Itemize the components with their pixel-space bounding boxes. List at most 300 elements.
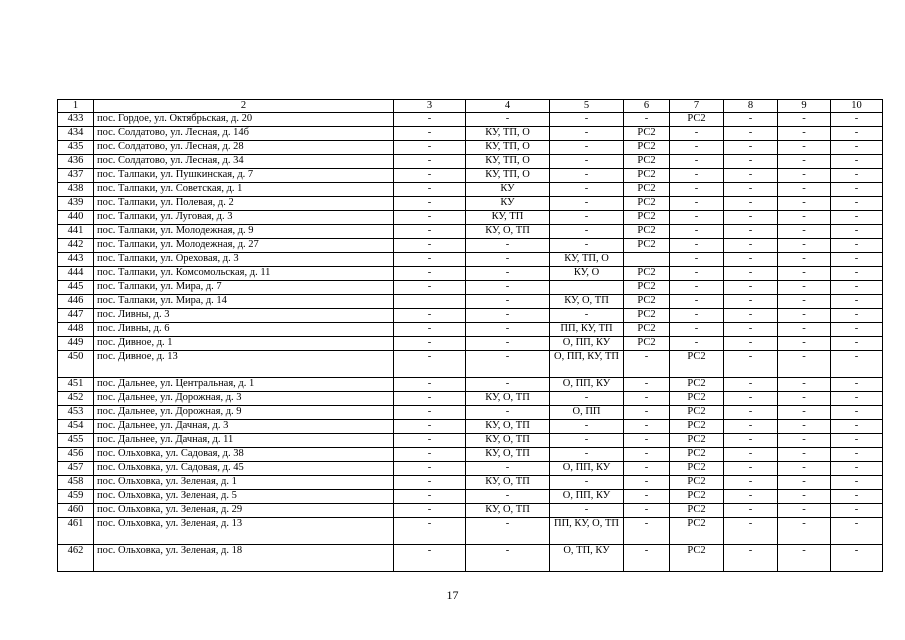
table-row: [58, 141, 883, 155]
table-row: [58, 462, 883, 476]
col-10-value: -: [831, 183, 883, 197]
col-4-value: КУ, ТП, О: [466, 155, 550, 169]
col-8-value: -: [724, 476, 778, 490]
column-header: 2: [94, 100, 394, 113]
col-4-value: -: [466, 281, 550, 295]
col-3-value: [394, 295, 466, 309]
address: пос. Дальнее, ул. Дорожная, д. 3: [94, 392, 394, 406]
col-10-value: -: [831, 267, 883, 281]
col-3-value: -: [394, 504, 466, 518]
col-7-value: РС2: [670, 351, 724, 378]
col-9-value: -: [778, 127, 831, 141]
data-table: [57, 99, 883, 572]
table-row: [58, 378, 883, 392]
col-6-value: РС2: [624, 127, 670, 141]
col-5-value: -: [550, 504, 624, 518]
col-7-value: -: [670, 253, 724, 267]
table-row: [58, 337, 883, 351]
col-5-value: -: [550, 239, 624, 253]
column-header: 3: [394, 100, 466, 113]
col-10-value: -: [831, 323, 883, 337]
table-row: [58, 155, 883, 169]
col-10-value: -: [831, 518, 883, 545]
address: пос. Ольховка, ул. Садовая, д. 45: [94, 462, 394, 476]
col-9-value: -: [778, 392, 831, 406]
col-7-value: -: [670, 155, 724, 169]
col-4-value: КУ, ТП, О: [466, 127, 550, 141]
col-3-value: -: [394, 267, 466, 281]
col-8-value: -: [724, 169, 778, 183]
col-4-value: -: [466, 351, 550, 378]
col-3-value: -: [394, 197, 466, 211]
table-row: [58, 169, 883, 183]
col-3-value: -: [394, 448, 466, 462]
col-7-value: -: [670, 141, 724, 155]
table-row: [58, 197, 883, 211]
col-10-value: -: [831, 155, 883, 169]
row-number: 458: [58, 476, 94, 490]
col-9-value: -: [778, 323, 831, 337]
col-7-value: РС2: [670, 434, 724, 448]
col-5-value: -: [550, 169, 624, 183]
col-8-value: -: [724, 518, 778, 545]
col-5-value: -: [550, 197, 624, 211]
address: пос. Талпаки, ул. Советская, д. 1: [94, 183, 394, 197]
address: пос. Талпаки, ул. Комсомольская, д. 11: [94, 267, 394, 281]
col-6-value: РС2: [624, 281, 670, 295]
col-9-value: -: [778, 476, 831, 490]
col-3-value: -: [394, 141, 466, 155]
address: пос. Талпаки, ул. Пушкинская, д. 7: [94, 169, 394, 183]
col-7-value: -: [670, 239, 724, 253]
column-header: 10: [831, 100, 883, 113]
col-10-value: -: [831, 545, 883, 572]
col-9-value: -: [778, 337, 831, 351]
col-3-value: -: [394, 351, 466, 378]
row-number: 446: [58, 295, 94, 309]
col-6-value: -: [624, 476, 670, 490]
col-3-value: -: [394, 420, 466, 434]
col-3-value: -: [394, 155, 466, 169]
table-row: [58, 211, 883, 225]
col-9-value: -: [778, 169, 831, 183]
col-9-value: -: [778, 420, 831, 434]
address: пос. Солдатово, ул. Лесная, д. 28: [94, 141, 394, 155]
col-8-value: -: [724, 225, 778, 239]
col-8-value: -: [724, 127, 778, 141]
col-5-value: О, ПП, КУ: [550, 337, 624, 351]
row-number: 437: [58, 169, 94, 183]
col-3-value: -: [394, 309, 466, 323]
col-3-value: -: [394, 545, 466, 572]
row-number: 445: [58, 281, 94, 295]
col-8-value: -: [724, 295, 778, 309]
col-3-value: -: [394, 406, 466, 420]
row-number: 455: [58, 434, 94, 448]
col-10-value: -: [831, 239, 883, 253]
col-4-value: -: [466, 323, 550, 337]
col-5-value: -: [550, 211, 624, 225]
col-7-value: РС2: [670, 518, 724, 545]
col-10-value: -: [831, 448, 883, 462]
table-row: [58, 420, 883, 434]
row-number: 456: [58, 448, 94, 462]
col-6-value: -: [624, 406, 670, 420]
col-7-value: РС2: [670, 378, 724, 392]
col-9-value: -: [778, 197, 831, 211]
row-number: 436: [58, 155, 94, 169]
col-6-value: -: [624, 392, 670, 406]
col-5-value: -: [550, 476, 624, 490]
col-6-value: РС2: [624, 155, 670, 169]
col-6-value: -: [624, 434, 670, 448]
col-10-value: -: [831, 197, 883, 211]
row-number: 451: [58, 378, 94, 392]
column-header: 9: [778, 100, 831, 113]
col-4-value: -: [466, 267, 550, 281]
col-9-value: -: [778, 113, 831, 127]
col-7-value: РС2: [670, 420, 724, 434]
col-7-value: -: [670, 337, 724, 351]
row-number: 454: [58, 420, 94, 434]
col-3-value: -: [394, 211, 466, 225]
address: пос. Дальнее, ул. Дачная, д. 11: [94, 434, 394, 448]
address: пос. Ольховка, ул. Садовая, д. 38: [94, 448, 394, 462]
row-number: 449: [58, 337, 94, 351]
col-4-value: -: [466, 518, 550, 545]
col-9-value: -: [778, 462, 831, 476]
col-4-value: КУ: [466, 197, 550, 211]
col-9-value: -: [778, 434, 831, 448]
col-6-value: -: [624, 545, 670, 572]
col-5-value: -: [550, 113, 624, 127]
column-header: 8: [724, 100, 778, 113]
col-8-value: -: [724, 504, 778, 518]
col-7-value: -: [670, 211, 724, 225]
table-row: [58, 406, 883, 420]
col-4-value: КУ, О, ТП: [466, 392, 550, 406]
col-3-value: -: [394, 169, 466, 183]
col-3-value: -: [394, 323, 466, 337]
table-row: [58, 323, 883, 337]
col-10-value: -: [831, 281, 883, 295]
col-4-value: КУ, О, ТП: [466, 448, 550, 462]
address: пос. Дальнее, ул. Дорожная, д. 9: [94, 406, 394, 420]
row-number: 462: [58, 545, 94, 572]
col-5-value: -: [550, 127, 624, 141]
address: пос. Талпаки, ул. Мира, д. 7: [94, 281, 394, 295]
col-5-value: -: [550, 420, 624, 434]
row-number: 435: [58, 141, 94, 155]
col-10-value: -: [831, 253, 883, 267]
col-8-value: -: [724, 239, 778, 253]
col-6-value: -: [624, 420, 670, 434]
row-number: 442: [58, 239, 94, 253]
col-7-value: РС2: [670, 448, 724, 462]
col-9-value: -: [778, 211, 831, 225]
table-row: [58, 183, 883, 197]
col-7-value: -: [670, 281, 724, 295]
row-number: 460: [58, 504, 94, 518]
col-4-value: -: [466, 462, 550, 476]
col-7-value: РС2: [670, 113, 724, 127]
col-5-value: ПП, КУ, ТП: [550, 323, 624, 337]
address: пос. Ольховка, ул. Зеленая, д. 1: [94, 476, 394, 490]
col-3-value: -: [394, 239, 466, 253]
col-6-value: РС2: [624, 267, 670, 281]
row-number: 434: [58, 127, 94, 141]
col-5-value: -: [550, 309, 624, 323]
col-10-value: -: [831, 337, 883, 351]
col-10-value: -: [831, 406, 883, 420]
address: пос. Талпаки, ул. Ореховая, д. 3: [94, 253, 394, 267]
col-3-value: -: [394, 392, 466, 406]
address: пос. Дивное, д. 13: [94, 351, 394, 378]
row-number: 459: [58, 490, 94, 504]
col-3-value: -: [394, 490, 466, 504]
col-3-value: -: [394, 183, 466, 197]
column-header: 4: [466, 100, 550, 113]
col-5-value: О, ПП, КУ, ТП: [550, 351, 624, 378]
col-10-value: -: [831, 490, 883, 504]
table-row: [58, 448, 883, 462]
col-4-value: -: [466, 406, 550, 420]
col-4-value: КУ, О, ТП: [466, 434, 550, 448]
col-5-value: ПП, КУ, О, ТП: [550, 518, 624, 545]
col-4-value: КУ, О, ТП: [466, 476, 550, 490]
address: пос. Ольховка, ул. Зеленая, д. 13: [94, 518, 394, 545]
col-8-value: -: [724, 309, 778, 323]
col-8-value: -: [724, 197, 778, 211]
col-5-value: -: [550, 155, 624, 169]
col-9-value: -: [778, 155, 831, 169]
col-5-value: -: [550, 434, 624, 448]
col-5-value: КУ, ТП, О: [550, 253, 624, 267]
table-row: [58, 281, 883, 295]
col-9-value: -: [778, 406, 831, 420]
col-6-value: [624, 253, 670, 267]
row-number: 452: [58, 392, 94, 406]
address: пос. Ольховка, ул. Зеленая, д. 5: [94, 490, 394, 504]
row-number: 438: [58, 183, 94, 197]
col-9-value: -: [778, 351, 831, 378]
col-4-value: -: [466, 253, 550, 267]
col-6-value: РС2: [624, 211, 670, 225]
table-row: [58, 309, 883, 323]
col-4-value: -: [466, 490, 550, 504]
row-number: 457: [58, 462, 94, 476]
table-header: [58, 100, 883, 113]
col-4-value: -: [466, 239, 550, 253]
address: пос. Ливны, д. 6: [94, 323, 394, 337]
address: пос. Солдатово, ул. Лесная, д. 14б: [94, 127, 394, 141]
col-9-value: -: [778, 448, 831, 462]
col-3-value: -: [394, 225, 466, 239]
col-9-value: -: [778, 239, 831, 253]
row-number: 448: [58, 323, 94, 337]
col-8-value: -: [724, 434, 778, 448]
address: пос. Талпаки, ул. Молодежная, д. 9: [94, 225, 394, 239]
col-7-value: РС2: [670, 490, 724, 504]
col-7-value: -: [670, 225, 724, 239]
col-8-value: -: [724, 211, 778, 225]
col-3-value: -: [394, 476, 466, 490]
col-4-value: КУ, О, ТП: [466, 504, 550, 518]
col-7-value: -: [670, 183, 724, 197]
col-8-value: -: [724, 155, 778, 169]
column-header: 6: [624, 100, 670, 113]
col-4-value: -: [466, 378, 550, 392]
col-5-value: -: [550, 183, 624, 197]
col-5-value: О, ПП, КУ: [550, 462, 624, 476]
col-9-value: -: [778, 267, 831, 281]
col-10-value: -: [831, 211, 883, 225]
col-6-value: -: [624, 113, 670, 127]
row-number: 443: [58, 253, 94, 267]
col-6-value: РС2: [624, 197, 670, 211]
table-row: [58, 490, 883, 504]
col-8-value: -: [724, 392, 778, 406]
table-row: [58, 113, 883, 127]
col-10-value: -: [831, 113, 883, 127]
col-3-value: -: [394, 281, 466, 295]
col-5-value: О, ПП: [550, 406, 624, 420]
table-row: [58, 545, 883, 572]
col-10-value: -: [831, 127, 883, 141]
column-header: 1: [58, 100, 94, 113]
col-9-value: -: [778, 309, 831, 323]
col-8-value: -: [724, 351, 778, 378]
col-3-value: -: [394, 337, 466, 351]
col-7-value: -: [670, 169, 724, 183]
col-3-value: -: [394, 434, 466, 448]
row-number: 461: [58, 518, 94, 545]
col-3-value: -: [394, 253, 466, 267]
col-8-value: -: [724, 490, 778, 504]
row-number: 440: [58, 211, 94, 225]
col-9-value: -: [778, 518, 831, 545]
col-7-value: -: [670, 197, 724, 211]
address: пос. Дальнее, ул. Центральная, д. 1: [94, 378, 394, 392]
col-6-value: РС2: [624, 169, 670, 183]
col-4-value: КУ, ТП, О: [466, 141, 550, 155]
col-8-value: -: [724, 281, 778, 295]
table-row: [58, 267, 883, 281]
col-7-value: -: [670, 309, 724, 323]
row-number: 433: [58, 113, 94, 127]
address: пос. Солдатово, ул. Лесная, д. 34: [94, 155, 394, 169]
col-9-value: -: [778, 183, 831, 197]
col-7-value: РС2: [670, 504, 724, 518]
table-row: [58, 434, 883, 448]
col-8-value: -: [724, 141, 778, 155]
table-row: [58, 239, 883, 253]
col-9-value: -: [778, 378, 831, 392]
col-3-value: -: [394, 378, 466, 392]
col-10-value: -: [831, 378, 883, 392]
col-6-value: -: [624, 378, 670, 392]
col-7-value: РС2: [670, 406, 724, 420]
col-10-value: -: [831, 462, 883, 476]
col-6-value: РС2: [624, 309, 670, 323]
row-number: 453: [58, 406, 94, 420]
col-9-value: -: [778, 295, 831, 309]
col-6-value: РС2: [624, 295, 670, 309]
col-6-value: -: [624, 351, 670, 378]
col-3-value: -: [394, 113, 466, 127]
address: пос. Талпаки, ул. Полевая, д. 2: [94, 197, 394, 211]
address: пос. Талпаки, ул. Мира, д. 14: [94, 295, 394, 309]
col-9-value: -: [778, 504, 831, 518]
col-9-value: -: [778, 141, 831, 155]
col-4-value: КУ, О, ТП: [466, 225, 550, 239]
col-6-value: -: [624, 504, 670, 518]
col-10-value: -: [831, 392, 883, 406]
col-9-value: -: [778, 225, 831, 239]
table-row: [58, 392, 883, 406]
col-8-value: -: [724, 337, 778, 351]
col-4-value: -: [466, 545, 550, 572]
col-7-value: РС2: [670, 545, 724, 572]
table-row: [58, 127, 883, 141]
col-7-value: -: [670, 323, 724, 337]
row-number: 441: [58, 225, 94, 239]
col-4-value: -: [466, 309, 550, 323]
col-3-value: -: [394, 518, 466, 545]
col-8-value: -: [724, 462, 778, 476]
col-4-value: КУ: [466, 183, 550, 197]
col-3-value: -: [394, 127, 466, 141]
col-8-value: -: [724, 323, 778, 337]
col-8-value: -: [724, 545, 778, 572]
row-number: 444: [58, 267, 94, 281]
col-5-value: О, ПП, КУ: [550, 490, 624, 504]
col-9-value: -: [778, 253, 831, 267]
col-10-value: -: [831, 169, 883, 183]
col-4-value: -: [466, 337, 550, 351]
col-10-value: -: [831, 504, 883, 518]
row-number: 447: [58, 309, 94, 323]
col-5-value: КУ, О, ТП: [550, 295, 624, 309]
col-5-value: [550, 281, 624, 295]
col-5-value: -: [550, 448, 624, 462]
col-6-value: РС2: [624, 225, 670, 239]
col-9-value: -: [778, 281, 831, 295]
col-7-value: РС2: [670, 476, 724, 490]
address: пос. Талпаки, ул. Луговая, д. 3: [94, 211, 394, 225]
col-10-value: -: [831, 476, 883, 490]
col-6-value: РС2: [624, 183, 670, 197]
col-4-value: КУ, ТП: [466, 211, 550, 225]
table-row: [58, 225, 883, 239]
col-5-value: -: [550, 141, 624, 155]
row-number: 439: [58, 197, 94, 211]
table-row: [58, 295, 883, 309]
col-8-value: -: [724, 378, 778, 392]
address: пос. Ливны, д. 3: [94, 309, 394, 323]
col-7-value: -: [670, 295, 724, 309]
col-7-value: РС2: [670, 462, 724, 476]
document-table-container: [57, 99, 862, 572]
col-5-value: КУ, О: [550, 267, 624, 281]
col-6-value: -: [624, 518, 670, 545]
col-6-value: РС2: [624, 141, 670, 155]
col-9-value: -: [778, 545, 831, 572]
column-header: 5: [550, 100, 624, 113]
col-10-value: -: [831, 141, 883, 155]
col-10-value: -: [831, 420, 883, 434]
row-number: 450: [58, 351, 94, 378]
